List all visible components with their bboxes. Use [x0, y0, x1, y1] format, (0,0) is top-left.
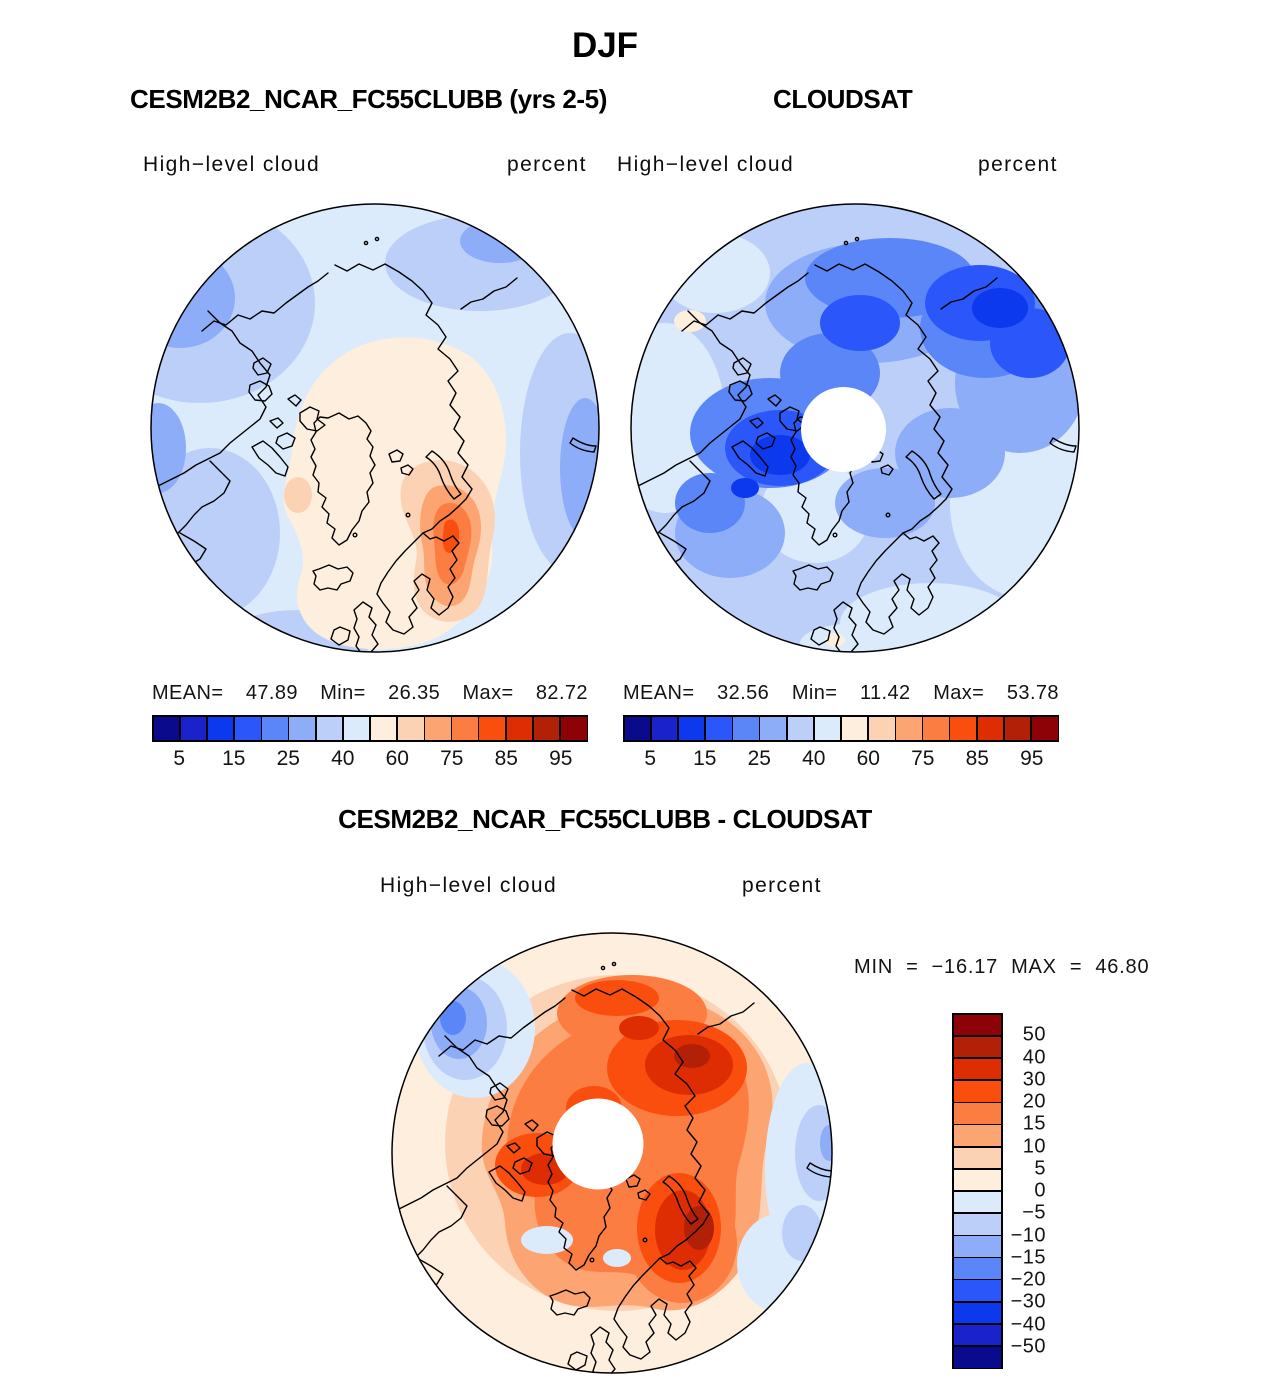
mean-value: 32.56 — [717, 682, 770, 704]
colorbar-cell — [869, 717, 895, 741]
colorbar-cell — [954, 1347, 1002, 1368]
diff-colorbar — [952, 1013, 1003, 1369]
diff-field-label: High−level cloud — [380, 874, 558, 897]
obs-map — [630, 203, 1080, 653]
tick-label: 25 — [747, 747, 771, 770]
tick-label: 60 — [856, 747, 880, 770]
colorbar-cell — [954, 1103, 1002, 1124]
colorbar-cell — [842, 717, 868, 741]
colorbar-cell — [954, 1214, 1002, 1235]
model-colorbar — [152, 715, 588, 742]
colorbar-cell — [815, 717, 841, 741]
colorbar-cell — [954, 1015, 1002, 1036]
model-colorbar-ticks — [152, 747, 588, 773]
colorbar-cell — [978, 717, 1004, 741]
colorbar-cell — [1032, 717, 1058, 741]
tick-label: −5 — [1022, 1201, 1046, 1224]
colorbar-cell — [954, 1081, 1002, 1102]
colorbar-cell — [954, 1258, 1002, 1279]
no-data-hole — [553, 1099, 644, 1190]
colorbar-cell — [1005, 717, 1031, 741]
colorbar-cell — [154, 717, 180, 741]
mean-label: MEAN= — [623, 682, 695, 704]
colorbar-cell — [923, 717, 949, 741]
colorbar-cell — [625, 717, 651, 741]
tick-label: 40 — [802, 747, 826, 770]
tick-label: −40 — [1010, 1313, 1046, 1335]
model-field-label: High−level cloud — [143, 153, 321, 176]
equals-sign: = — [906, 956, 919, 978]
colorbar-cell — [954, 1280, 1002, 1301]
model-map — [150, 203, 600, 653]
colorbar-cell — [507, 717, 533, 741]
tick-label: 10 — [1022, 1135, 1046, 1157]
tick-label: 50 — [1022, 1023, 1046, 1046]
diff-panel-title: CESM2B2_NCAR_FC55CLUBB - CLOUDSAT — [338, 804, 872, 834]
tick-label: 5 — [644, 747, 657, 770]
tick-label: −10 — [1010, 1224, 1046, 1246]
tick-label: −20 — [1010, 1268, 1046, 1291]
obs-units-label: percent — [978, 153, 1058, 176]
contour-region — [440, 1001, 466, 1035]
tick-label: 40 — [1022, 1046, 1046, 1068]
tick-label: 85 — [965, 747, 989, 770]
tick-label: 5 — [173, 747, 186, 770]
tick-label: 0 — [1034, 1179, 1046, 1202]
colorbar-cell — [425, 717, 451, 741]
colorbar-cell — [262, 717, 288, 741]
tick-label: 15 — [1022, 1112, 1046, 1135]
obs-stats — [623, 682, 1059, 705]
tick-label: 30 — [1022, 1068, 1046, 1091]
equals-sign: = — [1069, 956, 1083, 978]
min-label: Min= — [791, 682, 838, 704]
max-value: 82.72 — [535, 682, 588, 704]
colorbar-cell — [954, 1192, 1002, 1213]
max-value: 46.80 — [1095, 956, 1150, 978]
colorbar-cell — [398, 717, 424, 741]
tick-label: 75 — [911, 747, 935, 770]
colorbar-cell — [181, 717, 207, 741]
min-label: Min= — [320, 682, 366, 704]
tick-label: 95 — [549, 747, 573, 770]
min-value: −16.17 — [931, 956, 999, 978]
colorbar-cell — [788, 717, 814, 741]
tick-label: 15 — [222, 747, 246, 770]
max-label: MAX — [1011, 956, 1057, 978]
colorbar-cell — [452, 717, 478, 741]
colorbar-cell — [954, 1059, 1002, 1080]
tick-label: 60 — [385, 747, 409, 770]
colorbar-cell — [371, 717, 397, 741]
colorbar-cell — [954, 1325, 1002, 1346]
obs-field-label: High−level cloud — [617, 153, 795, 176]
max-label: Max= — [462, 682, 514, 704]
mean-value: 47.89 — [245, 682, 298, 704]
colorbar-cell — [954, 1125, 1002, 1146]
tick-label: 20 — [1022, 1090, 1046, 1113]
colorbar-cell — [954, 1303, 1002, 1324]
colorbar-cell — [954, 1236, 1002, 1257]
model-units-label: percent — [507, 153, 587, 176]
tick-label: 40 — [331, 747, 355, 770]
tick-label: −30 — [1010, 1290, 1046, 1313]
colorbar-cell — [950, 717, 976, 741]
model-panel-title: CESM2B2_NCAR_FC55CLUBB (yrs 2-5) — [130, 84, 607, 114]
mean-label: MEAN= — [152, 682, 224, 704]
obs-panel-title: CLOUDSAT — [773, 84, 913, 114]
colorbar-cell — [289, 717, 315, 741]
colorbar-cell — [479, 717, 505, 741]
no-data-hole — [801, 387, 886, 472]
colorbar-cell — [706, 717, 732, 741]
colorbar-cell — [561, 717, 587, 741]
tick-label: 15 — [693, 747, 717, 770]
obs-colorbar-ticks — [623, 747, 1059, 773]
season-title: DJF — [571, 26, 639, 65]
diff-units-label: percent — [742, 874, 822, 897]
colorbar-cell — [344, 717, 370, 741]
colorbar-cell — [235, 717, 261, 741]
colorbar-cell — [652, 717, 678, 741]
tick-label: −50 — [1010, 1335, 1046, 1358]
colorbar-cell — [733, 717, 759, 741]
colorbar-cell — [954, 1170, 1002, 1191]
colorbar-cell — [317, 717, 343, 741]
colorbar-cell — [954, 1037, 1002, 1058]
tick-label: 25 — [276, 747, 300, 770]
obs-colorbar — [623, 715, 1059, 742]
colorbar-cell — [896, 717, 922, 741]
colorbar-cell — [954, 1148, 1002, 1169]
min-value: 26.35 — [388, 682, 441, 704]
tick-label: 5 — [1034, 1157, 1046, 1180]
min-value: 11.42 — [859, 682, 911, 704]
diff-colorbar-ticks — [1000, 1013, 1046, 1369]
diff-map — [387, 928, 837, 1378]
colorbar-cell — [760, 717, 786, 741]
max-label: Max= — [933, 682, 985, 704]
tick-label: 95 — [1020, 747, 1044, 770]
colorbar-cell — [679, 717, 705, 741]
tick-label: 75 — [440, 747, 464, 770]
diff-minmax — [854, 956, 1149, 979]
colorbar-cell — [534, 717, 560, 741]
tick-label: −15 — [1010, 1246, 1046, 1269]
colorbar-cell — [208, 717, 234, 741]
model-stats — [152, 682, 588, 705]
max-value: 53.78 — [1006, 682, 1059, 704]
min-label: MIN — [854, 956, 894, 978]
tick-label: 85 — [494, 747, 518, 770]
